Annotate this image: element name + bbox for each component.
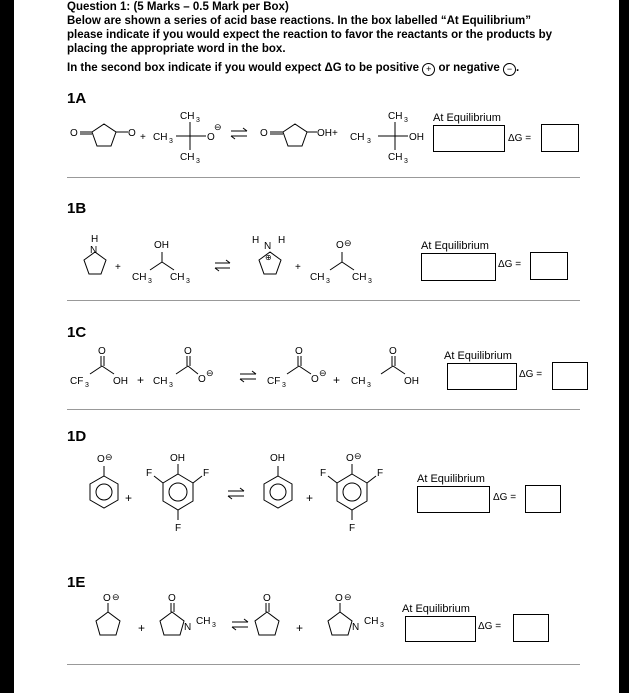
cf3-1c-1: CF bbox=[70, 376, 84, 387]
at-equilibrium-box-1b[interactable] bbox=[421, 253, 496, 281]
ch3-1a-2: CH bbox=[180, 111, 195, 122]
instruction-line-4-mid: or negative bbox=[438, 62, 500, 74]
minus-1a-1: ⊖ bbox=[214, 122, 222, 132]
ch3-1b-3: CH bbox=[310, 272, 325, 283]
o-1c-4: O bbox=[295, 346, 303, 357]
pos-1b: ⊕ bbox=[265, 253, 272, 262]
o-1a-4: O bbox=[260, 128, 268, 139]
sub3-1e-2: 3 bbox=[380, 622, 384, 629]
o-1b: O bbox=[336, 240, 344, 251]
o-1e-4: O bbox=[335, 593, 343, 604]
instruction-line-4 bbox=[67, 61, 607, 76]
ch3-1a-4: CH bbox=[350, 132, 365, 143]
sub3-1a-5: 3 bbox=[404, 117, 408, 124]
instruction-line-4-end: . bbox=[516, 62, 520, 74]
sub3-1a-4: 3 bbox=[367, 138, 371, 145]
sub3-1b-2: 3 bbox=[186, 278, 190, 285]
oh-1d-2: OH bbox=[270, 453, 285, 464]
o-1e-3: O bbox=[263, 593, 271, 604]
sub3-1c-1b: 3 bbox=[169, 382, 173, 389]
sub3-1a-2: 3 bbox=[196, 117, 200, 124]
oh-1c-1: OH bbox=[113, 376, 128, 387]
instruction-line-3: placing the appropriate word in the box. bbox=[67, 43, 286, 55]
f-1d-3: F bbox=[175, 523, 182, 534]
plus-1b-1: + bbox=[115, 262, 121, 273]
plus-1b-2: + bbox=[295, 262, 301, 273]
o-1c-2: O bbox=[184, 346, 192, 357]
ch3-1b-2: CH bbox=[170, 272, 185, 283]
plus-1a-1: + bbox=[140, 132, 146, 143]
section-label-1e: 1E bbox=[67, 574, 86, 591]
ch3-1a-5: CH bbox=[388, 111, 403, 122]
sub3-1e-1: 3 bbox=[212, 622, 216, 629]
delta-g-box-1d[interactable] bbox=[525, 485, 561, 513]
sub3-1b-3: 3 bbox=[326, 278, 330, 285]
n-1b-2: N bbox=[264, 241, 272, 252]
delta-g-label-1e: ΔG = bbox=[478, 621, 502, 632]
sub3-1a-1: 3 bbox=[169, 138, 173, 145]
sub3-1c-1: 3 bbox=[85, 382, 89, 389]
h-1b-1: H bbox=[91, 234, 99, 245]
ch3-1e-1: CH bbox=[196, 616, 211, 627]
minus-1e-1: ⊖ bbox=[112, 592, 120, 602]
sub3-1b-1: 3 bbox=[148, 278, 152, 285]
ch3-1a-3: CH bbox=[180, 152, 195, 163]
ch3-1b-1: CH bbox=[132, 272, 147, 283]
at-equilibrium-box-1d[interactable] bbox=[417, 486, 490, 513]
oh-1c-2: OH bbox=[404, 376, 419, 387]
sub3-1b-4: 3 bbox=[368, 278, 372, 285]
instruction-line-1: Below are shown a series of acid base reactions. In the box labelled “At Equilibrium” bbox=[67, 15, 531, 27]
plus-1d-1: + bbox=[125, 491, 133, 505]
f-1d-1: F bbox=[146, 468, 153, 479]
o-1a-2: O bbox=[128, 128, 136, 139]
at-equilibrium-label-1a: At Equilibrium bbox=[433, 112, 501, 124]
ch3-1a-6: CH bbox=[388, 152, 403, 163]
delta-g-box-1e[interactable] bbox=[513, 614, 549, 642]
ohplus-1a: OH+ bbox=[317, 128, 338, 139]
delta-g-label-1c: ΔG = bbox=[519, 369, 543, 380]
oh-1b: OH bbox=[154, 240, 169, 251]
o-1d-1: O bbox=[97, 454, 105, 465]
plus-1e-1: + bbox=[138, 621, 146, 635]
f-1d-4: F bbox=[320, 468, 327, 479]
at-equilibrium-box-1c[interactable] bbox=[447, 363, 517, 390]
divider-3 bbox=[67, 409, 580, 410]
divider-4 bbox=[67, 664, 580, 665]
section-label-1b: 1B bbox=[67, 200, 87, 217]
f-1d-5: F bbox=[377, 468, 384, 479]
at-equilibrium-label-1d: At Equilibrium bbox=[417, 473, 485, 485]
sub3-1c-2: 3 bbox=[282, 382, 286, 389]
o-1e-1: O bbox=[103, 593, 111, 604]
at-equilibrium-label-1b: At Equilibrium bbox=[421, 240, 489, 252]
ch3-1a-1: CH bbox=[153, 132, 168, 143]
o-1c-6: O bbox=[389, 346, 397, 357]
ch3-1c-1: CH bbox=[153, 376, 168, 387]
o-1e-2: O bbox=[168, 593, 176, 604]
delta-g-label-1d: ΔG = bbox=[493, 492, 517, 503]
ch3-1c-2: CH bbox=[351, 376, 366, 387]
delta-g-box-1a[interactable] bbox=[541, 124, 579, 152]
question-title: Question 1: (5 Marks – 0.5 Mark per Box) bbox=[67, 1, 289, 13]
oh-1a: OH bbox=[409, 132, 424, 143]
plus-1c-1: + bbox=[137, 373, 145, 387]
plus-1d-2: + bbox=[306, 491, 314, 505]
delta-g-box-1c[interactable] bbox=[552, 362, 588, 390]
ch3-1e-2: CH bbox=[364, 616, 379, 627]
h-1b-3: H bbox=[278, 235, 286, 246]
o-1a-3: O bbox=[207, 132, 215, 143]
sub3-1a-6: 3 bbox=[404, 158, 408, 165]
at-equilibrium-box-1e[interactable] bbox=[405, 616, 476, 642]
plus-1e-2: + bbox=[296, 621, 304, 635]
f-1d-2: F bbox=[203, 468, 210, 479]
minus-1d-2: ⊖ bbox=[354, 451, 362, 461]
negative-symbol-icon: − bbox=[503, 63, 516, 76]
positive-symbol-icon: + bbox=[422, 63, 435, 76]
instruction-line-4-start: In the second box indicate if you would expect ΔG to be positive bbox=[67, 62, 420, 74]
minus-1e-2: ⊖ bbox=[344, 592, 352, 602]
o-1c-5: O bbox=[311, 374, 319, 385]
at-equilibrium-label-1c: At Equilibrium bbox=[444, 350, 512, 362]
divider-1 bbox=[67, 177, 580, 178]
minus-1d-1: ⊖ bbox=[105, 452, 113, 462]
h-1b-2: H bbox=[252, 235, 260, 246]
cf3-1c-2: CF bbox=[267, 376, 281, 387]
delta-g-label-1b: ΔG = bbox=[498, 259, 522, 270]
n-1e-1: N bbox=[184, 622, 192, 633]
question-header bbox=[67, 0, 607, 76]
plus-1c-2: + bbox=[333, 373, 341, 387]
minus-1c-2: ⊖ bbox=[319, 368, 327, 378]
n-1e-2: N bbox=[352, 622, 360, 633]
f-1d-6: F bbox=[349, 523, 356, 534]
n-1b-1: N bbox=[90, 245, 98, 256]
o-1c-1: O bbox=[98, 346, 106, 357]
instruction-line-2: please indicate if you would expect the reaction to favor the reactants or the products by bbox=[67, 29, 553, 41]
at-equilibrium-box-1a[interactable] bbox=[433, 125, 505, 152]
ch3-1b-4: CH bbox=[352, 272, 367, 283]
o-1a-1: O bbox=[70, 128, 78, 139]
minus-1b: ⊖ bbox=[344, 238, 352, 248]
delta-g-label-1a: ΔG = bbox=[508, 133, 532, 144]
o-1d-2: O bbox=[346, 453, 354, 464]
reaction-1a-scheme bbox=[0, 110, 629, 175]
sub3-1c-3: 3 bbox=[367, 382, 371, 389]
minus-1c-1: ⊖ bbox=[206, 368, 214, 378]
delta-g-box-1b[interactable] bbox=[530, 252, 568, 280]
section-label-1d: 1D bbox=[67, 428, 87, 445]
divider-2 bbox=[67, 300, 580, 301]
sub3-1a-3: 3 bbox=[196, 158, 200, 165]
o-1c-3: O bbox=[198, 374, 206, 385]
section-label-1c: 1C bbox=[67, 324, 87, 341]
at-equilibrium-label-1e: At Equilibrium bbox=[402, 603, 470, 615]
section-label-1a: 1A bbox=[67, 90, 87, 107]
oh-1d-1: OH bbox=[170, 453, 185, 464]
